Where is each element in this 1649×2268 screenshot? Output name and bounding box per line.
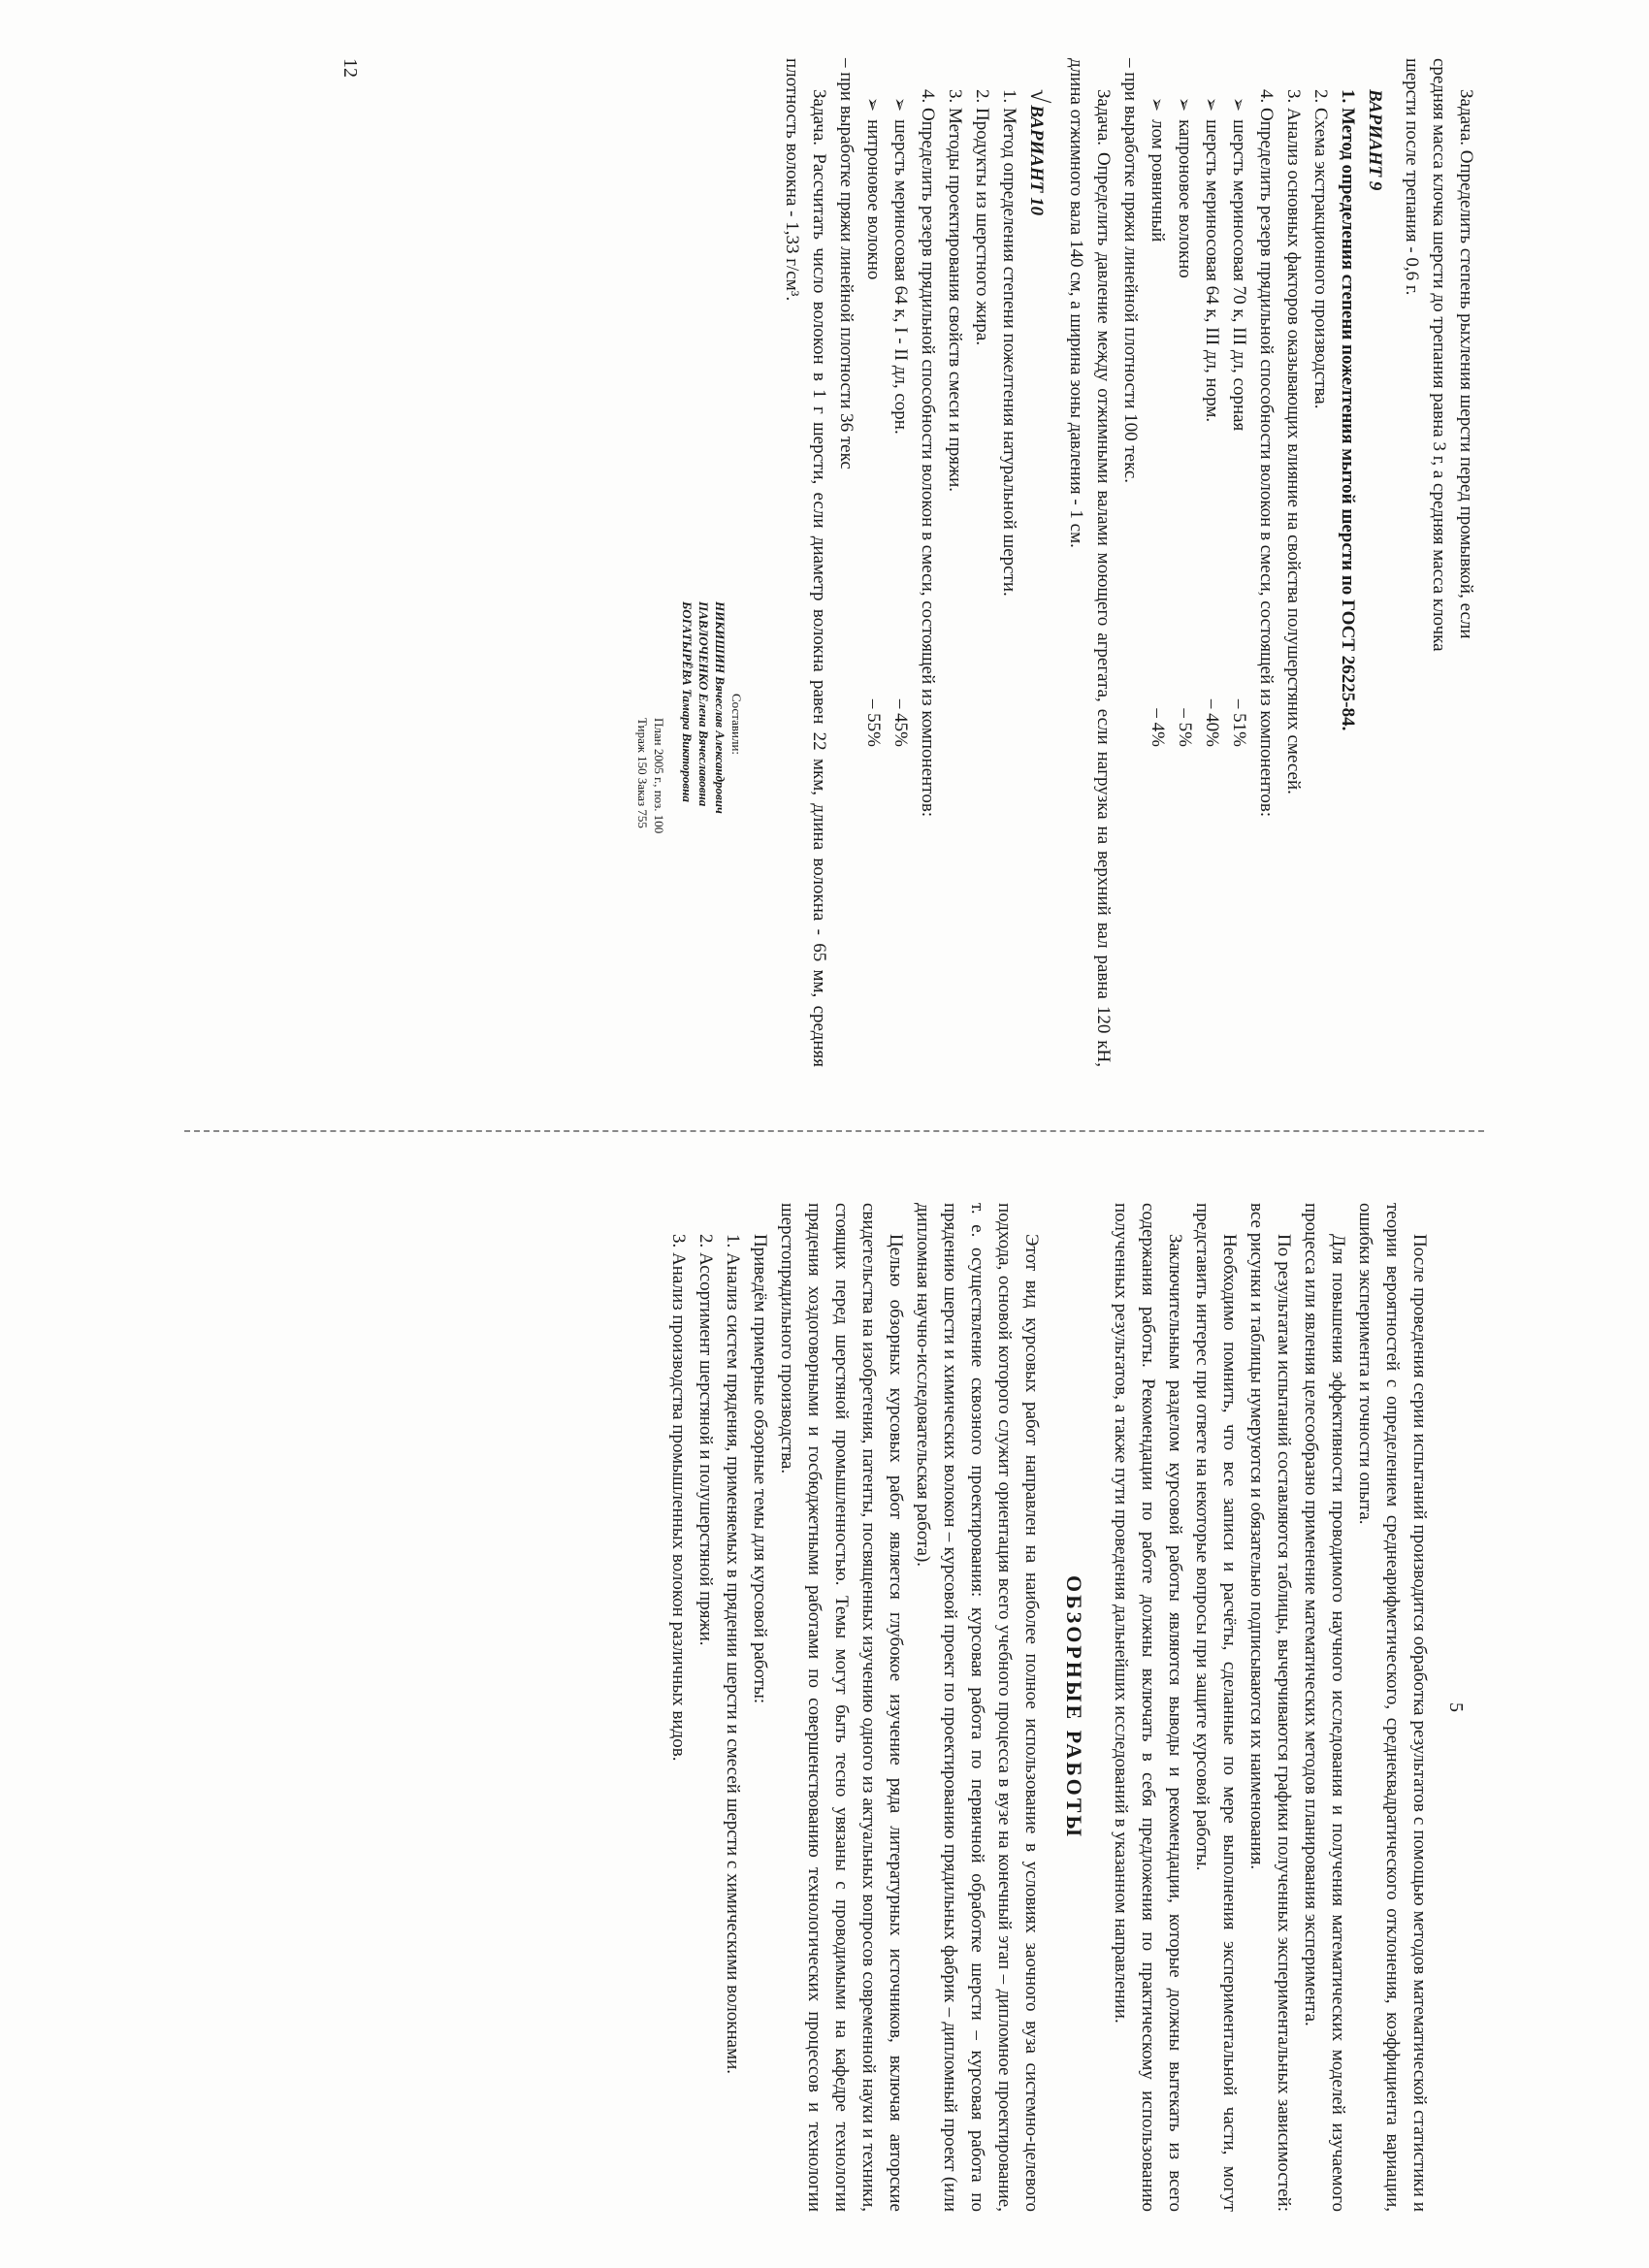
list-item: ➢ нитроновое волокно – 55% bbox=[859, 58, 887, 1067]
arrow-bullet-icon: ➢ bbox=[1175, 97, 1194, 113]
arrow-bullet-icon: ➢ bbox=[890, 97, 910, 113]
list-item: ➢ капроновое волокно – 5% bbox=[1171, 58, 1198, 1067]
v9-components-list bbox=[1144, 58, 1252, 1067]
paragraph: По результатам испытаний составляются таблицы, вычерчиваются графики полученных экспериментальных зависимостей: все рисунки и таблицы нумеруются и обязательно подписываются их наименования. bbox=[1246, 1203, 1294, 2212]
paragraph: Этот вид курсовых работ направлен на наиболее полное использование в условиях заочного вуза системно-целевого подхода, основой которого служит ориентация всего учебного процесса в вузе на конечный этап – дипломное проектирование, т. е. осуществление сквозного проектирования: курсовая работа по первичной обработке шерсти – курсовая работа по прядению шерсти и химических волокон – курсовой проект по проектированию прядильных фабрик – дипломный проект (или дипломная научно-исследовательская работа). bbox=[913, 1203, 1042, 2212]
v9-question-1: 1. Метод определения степени пожелтения мытой шерсти по ГОСТ 26225-84. bbox=[1338, 89, 1358, 731]
v10-question-3: 3. Методы проектирования свойств смеси и пряжи. bbox=[945, 89, 965, 493]
v10-components-list bbox=[859, 58, 914, 1067]
page-number: 12 bbox=[340, 58, 361, 78]
paragraph: Приведём примерные обзорные темы для курсовой работы: bbox=[750, 1234, 770, 1704]
topics-list bbox=[664, 1203, 746, 2212]
list-item: ➢ шерсть мериносовая 70 к, III дл, сорная – 51% bbox=[1225, 58, 1252, 1067]
paragraph: Для повышения эффективности проводимого научного исследования и получения математических моделей изучаемого процесса или явления целесообразно применение математических методов планирования эксперимента. bbox=[1301, 1203, 1348, 2212]
v10-task: Задача. Рассчитать число волокон в 1 г шерсти, если диаметр волокна равен 22 мкм, длина волокна - 65 мм, средняя плотность волокна - 1,33 г/см³. bbox=[782, 58, 829, 1067]
v10-question-4: 4. Определить резерв прядильной способности волокон в смеси, состоящей из компонентов: bbox=[918, 89, 938, 818]
list-item: 1. Анализ систем прядения, применяемых в прядении шерсти и смесей шерсти с химическими волокнами. bbox=[723, 1234, 743, 2075]
colophon-author: ПАВЛОЧЕНКО Елена Вячеславовна bbox=[696, 601, 711, 807]
variant-10-title: √ВАРИАНТ 10 bbox=[1025, 89, 1053, 216]
v10-question-1: 1. Метод определения степени пожелтения натуральной шерсти. bbox=[999, 89, 1019, 597]
task-variant-8-line-2: средняя масса клочка шерсти до трепания равна 3 г, а средняя масса клочка bbox=[1429, 58, 1449, 652]
list-item: 2. Ассортимент шерстяной и полушерстяной пряжи. bbox=[695, 1234, 716, 1646]
colophon-author: НИКИШИН Вячеслав Александрович bbox=[713, 601, 728, 814]
list-item: ➢ шерсть мериносовая 64 к, I - II дл, сорн. – 45% bbox=[887, 58, 914, 1067]
page-number: 5 bbox=[1445, 1702, 1467, 1712]
v9-question-2: 2. Схема экстракционного производства. bbox=[1310, 89, 1331, 409]
colophon bbox=[634, 58, 745, 1067]
page-12 bbox=[315, 58, 1479, 1067]
v9-question-3: 3. Анализ основных факторов оказывающих влияние на свойства полушерстяних смесей. bbox=[1283, 89, 1304, 794]
page-5 bbox=[209, 1203, 1479, 2212]
section-heading: ОБЗОРНЫЕ РАБОТЫ bbox=[1062, 1574, 1086, 1839]
task-variant-8-line-1: Задача. Определить степень рыхления шерсти перед промывкой, если bbox=[1456, 89, 1476, 639]
paragraph: Целью обзорных курсовых работ является глубокое изучение ряда литературных источников, включая авторские свидетельства на изобретения, патенты, посвященных изучению одного из актуальных вопросов современной науки и техники, стоящих перед шерстяной промышленностью. Темы могут быть тесно увязаны с проводимыми на кафедре технологии прядения хоздоговорными и госбюджетными работами по совершенствованию технологических процессов и технологии шерстопрядильного производства. bbox=[777, 1203, 906, 2212]
paragraph: Необходимо помнить, что все записи и расчёты, сделанные по мере выполнения экспериментальной части, могут представить интерес при ответе на некоторые вопросы при защите курсовой работы. bbox=[1192, 1203, 1240, 2212]
colophon-print-run: Тираж 150 Заказ 755 bbox=[635, 718, 650, 828]
colophon-title: Составили: bbox=[729, 694, 744, 756]
variant-9-title: ВАРИАНТ 9 bbox=[1365, 89, 1385, 191]
paragraph: После проведения серии испытаний производится обработка результатов с помощью методов математической статистики и теории вероятностей с определением среднеарифметического, среднеквадратического отклонения, коэффициента вариации, ошибки эксперимента и точности опыта. bbox=[1355, 1203, 1430, 2212]
paragraph: Заключительным разделом курсовой работы являются выводы и рекомендации, которые должны вытекать из всего содержания работы. Рекомендации по работе должны включать в себя предложения по практическому использованию полученных результатов, а также пути проведения дальнейших исследований в указанном направлении. bbox=[1111, 1203, 1185, 2212]
task-variant-8-line-3: шерсти после трепания - 0,6 г. bbox=[1402, 58, 1422, 296]
v9-question-4: 4. Определить резерв прядильной способности волокон в смеси, состоящей из компонентов: bbox=[1256, 89, 1277, 818]
arrow-bullet-icon: ➢ bbox=[1148, 97, 1167, 113]
colophon-plan: План 2005 г., поз. 100 bbox=[652, 718, 666, 834]
v10-question-2: 2. Продукты из шерстного жира. bbox=[972, 89, 992, 346]
page-fold-divider bbox=[184, 1130, 1484, 1132]
v9-task: Задача. Определить давление между отжимными валами моющего агрегата, если нагрузка на верхний вал равна 120 кН, длина отжимного вала 140 см, а ширина зоны давления - 1 см. bbox=[1066, 58, 1114, 1067]
colophon-author: БОГАТЫРЁВА Тамара Викторовна bbox=[680, 601, 695, 802]
v9-yarn-density: – при выработке пряжи линейной плотности 100 текс. bbox=[1120, 58, 1141, 484]
list-item: 3. Анализ производства промышленных волокон различных видов. bbox=[668, 1234, 689, 1762]
arrow-bullet-icon: ➢ bbox=[1202, 97, 1221, 113]
checkmark-icon: √ bbox=[1025, 89, 1053, 104]
list-item: ➢ лом ровничный – 4% bbox=[1144, 58, 1171, 1067]
arrow-bullet-icon: ➢ bbox=[1229, 97, 1248, 113]
list-item: ➢ шерсть мериносовая 64 к, III дл, норм. – 40% bbox=[1198, 58, 1225, 1067]
arrow-bullet-icon: ➢ bbox=[863, 97, 883, 113]
v10-yarn-density: – при выработке пряжи линейной плотности 36 текс bbox=[836, 58, 857, 470]
